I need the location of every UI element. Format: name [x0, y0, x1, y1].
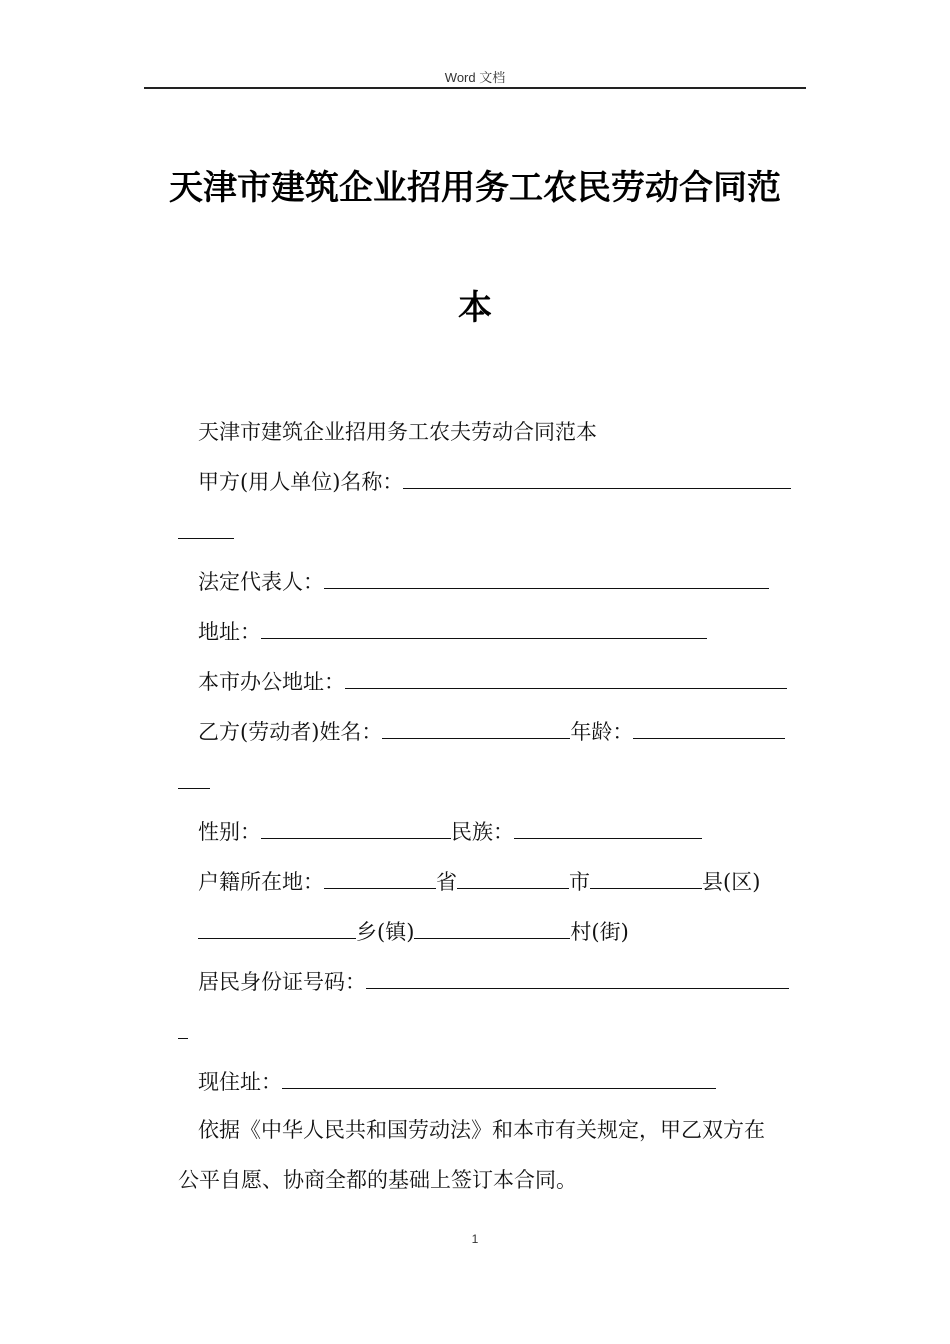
- header-rule: [144, 87, 806, 89]
- current-address-label: 现住址：: [198, 1070, 282, 1094]
- gender-row: [198, 818, 702, 846]
- hukou-label: 户籍所在地：: [198, 870, 324, 894]
- province-blank: [324, 868, 436, 889]
- office-address-row: [198, 668, 787, 696]
- party-b-row: [198, 718, 785, 746]
- gender-label: 性别：: [198, 820, 261, 844]
- document-title-line2: 本: [458, 288, 492, 328]
- age-blank-cont: [178, 768, 210, 789]
- ethnicity-label: 民族：: [451, 820, 514, 844]
- age-blank: [633, 718, 785, 739]
- party-a-blank-cont: [178, 518, 234, 539]
- current-address-row: [198, 1068, 716, 1096]
- age-continuation: [178, 768, 210, 796]
- ethnicity-blank: [514, 818, 702, 839]
- gender-blank: [261, 818, 451, 839]
- party-a-row: [198, 468, 791, 496]
- city-label: 市: [569, 870, 590, 894]
- paragraph-line-2: 公平自愿、协商全都的基础上签订本合同。: [178, 1168, 577, 1192]
- page-header: Word 文档: [444, 70, 506, 85]
- party-b-label: 乙方(劳动者)姓名：: [198, 720, 383, 744]
- hukou-row: [198, 868, 760, 896]
- address-label: 地址：: [198, 620, 261, 644]
- legal-rep-blank: [324, 568, 769, 589]
- township-blank: [198, 918, 356, 939]
- office-address-blank: [345, 668, 787, 689]
- legal-rep-row: [198, 568, 769, 596]
- subtitle: 天津市建筑企业招用务工农夫劳动合同范本: [198, 420, 597, 444]
- age-label: 年龄：: [570, 720, 634, 744]
- id-number-row: [198, 968, 789, 996]
- current-address-blank: [282, 1068, 716, 1089]
- township-row: [198, 918, 629, 946]
- village-label: 村(街): [570, 920, 629, 944]
- address-blank: [261, 618, 707, 639]
- party-a-blank: [403, 468, 791, 489]
- id-number-blank: [366, 968, 789, 989]
- office-address-label: 本市办公地址：: [198, 670, 345, 694]
- party-a-continuation: [178, 518, 234, 546]
- paragraph-line-1: 依据《中华人民共和国劳动法》和本市有关规定，甲乙双方在: [198, 1118, 765, 1142]
- party-b-name-blank: [382, 718, 570, 739]
- address-row: [198, 618, 707, 646]
- county-label: 县(区): [702, 870, 761, 894]
- document-title-line1: 天津市建筑企业招用务工农民劳动合同范: [169, 168, 781, 208]
- city-blank: [457, 868, 569, 889]
- id-number-blank-cont: [178, 1018, 188, 1039]
- page-number: 1: [471, 1232, 479, 1246]
- province-label: 省: [436, 870, 457, 894]
- legal-rep-label: 法定代表人：: [198, 570, 324, 594]
- id-number-label: 居民身份证号码：: [198, 970, 366, 994]
- id-number-continuation: [178, 1018, 188, 1046]
- township-label: 乡(镇): [356, 920, 415, 944]
- county-blank: [590, 868, 702, 889]
- village-blank: [414, 918, 570, 939]
- party-a-label: 甲方(用人单位)名称：: [198, 470, 404, 494]
